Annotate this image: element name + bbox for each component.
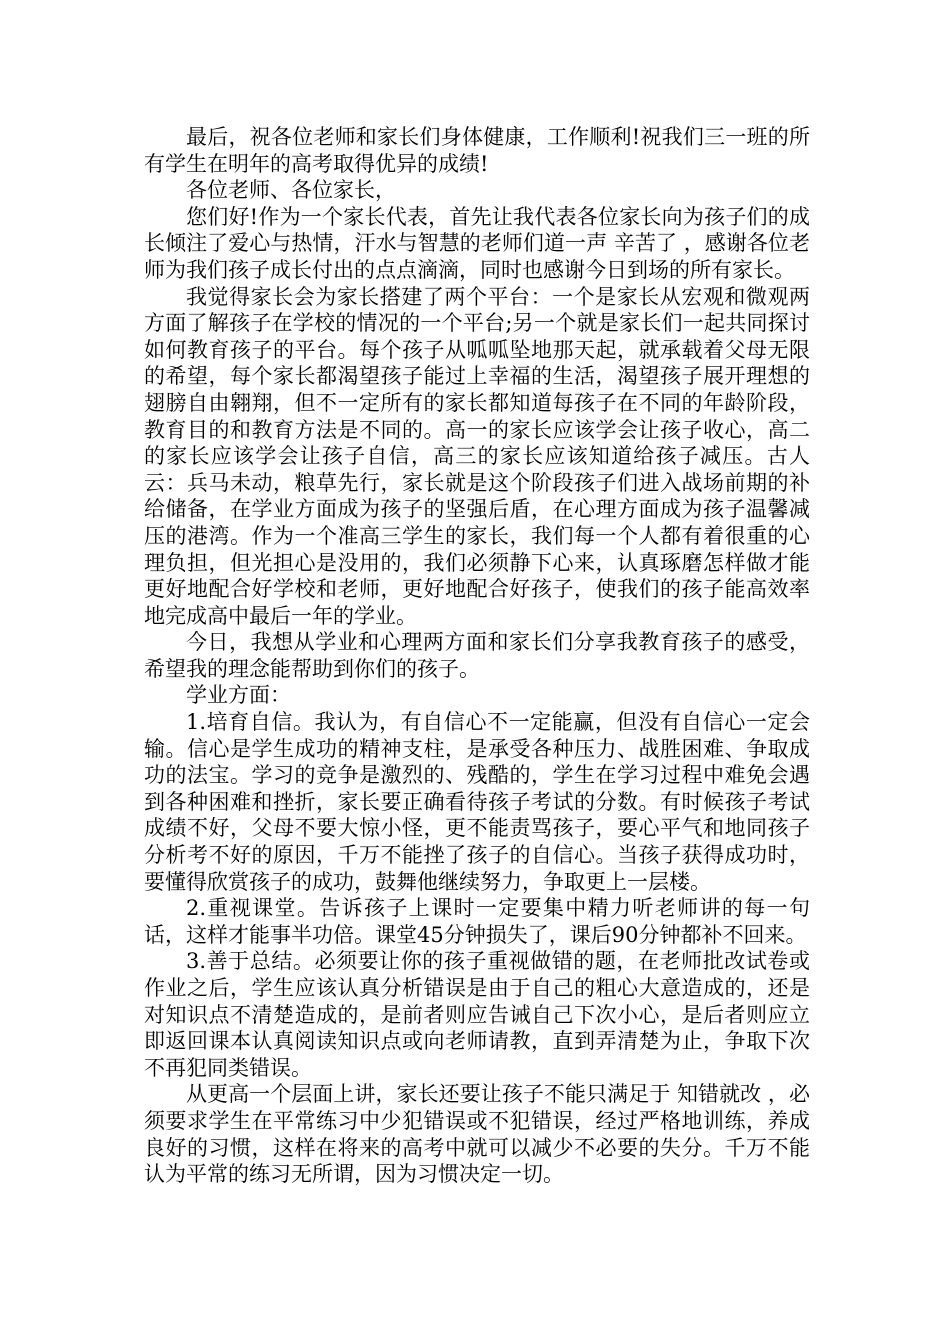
- paragraph-point-classroom: 2.重视课堂。告诉孩子上课时一定要集中精力听老师讲的每一句话，这样才能事半功倍。课堂45分钟损失了，课后90分钟都补不回来。: [144, 896, 810, 947]
- paragraph-habits: 从更高一个层面上讲，家长还要让孩子不能只满足于 知错就改 ，必须要求学生在平常练习中少犯错误或不犯错误，经过严格地训练，养成良好的习惯，这样在将来的高考中就可以减少不必要的失分。千万不能认为平常的练习无所谓，因为习惯决定一切。: [144, 1082, 810, 1187]
- document-body: [144, 124, 810, 1188]
- paragraph-point-confidence: 1.培育自信。我认为，有自信心不一定能赢，但没有自信心一定会输。信心是学生成功的精神支柱，是承受各种压力、战胜困难、争取成功的法宝。学习的竞争是激烈的、残酷的，学生在学习过程中难免会遇到各种困难和挫折，家长要正确看待孩子考试的分数。有时候孩子考试成绩不好，父母不要大惊小怪，更不能责骂孩子，要心平气和地同孩子分析考不好的原因，千万不能挫了孩子的自信心。当孩子获得成功时，要懂得欣赏孩子的成功，鼓舞他继续努力，争取更上一层楼。: [144, 710, 810, 894]
- paragraph-greeting: 您们好!作为一个家长代表，首先让我代表各位家长向为孩子们的成长倾注了爱心与热情，汗水与智慧的老师们道一声 辛苦了 ，感谢各位老师为我们孩子成长付出的点点滴滴，同时也感谢今日到场的所有家长。: [144, 204, 810, 282]
- paragraph-salutation: 各位老师、各位家长，: [186, 178, 396, 203]
- paragraph-sharing-intro: 今日，我想从学业和心理两方面和家长们分享我教育孩子的感受，希望我的理念能帮助到你们的孩子。: [144, 630, 810, 681]
- section-heading-academics: 学业方面：: [186, 683, 291, 708]
- paragraph-point-summarize: 3.善于总结。必须要让你的孩子重视做错的题，在老师批改试卷或作业之后，学生应该认真分析错误是由于自己的粗心大意造成的，还是对知识点不清楚造成的，是前者则应告诫自己下次小心，是后者则应立即返回课本认真阅读知识点或向老师请教，直到弄清楚为止，争取下次不再犯同类错误。: [144, 949, 810, 1080]
- paragraph-two-platforms: 我觉得家长会为家长搭建了两个平台：一个是家长从宏观和微观两方面了解孩子在学校的情况的一个平台;另一个就是家长们一起共同探讨如何教育孩子的平台。每个孩子从呱呱坠地那天起，就承载着父母无限的希望，每个家长都渴望孩子能过上幸福的生活，渴望孩子展开理想的翅膀自由翱翔，但不一定所有的家长都知道每孩子在不同的年龄阶段，教育目的和教育方法是不同的。高一的家长应该学会让孩子收心，高二的家长应该学会让孩子自信，高三的家长应该知道给孩子减压。古人云：兵马未动，粮草先行，家长就是这个阶段孩子们进入战场前期的补给储备，在学业方面成为孩子的坚强后盾，在心理方面成为孩子温馨减压的港湾。作为一个准高三学生的家长，我们每一个人都有着很重的心理负担，但光担心是没用的，我们必须静下心来，认真琢磨怎样做才能更好地配合好学校和老师，更好地配合好孩子，使我们的孩子能高效率地完成高中最后一年的学业。: [144, 284, 810, 628]
- paragraph-closing-wishes: 最后，祝各位老师和家长们身体健康，工作顺利!祝我们三一班的所有学生在明年的高考取得优异的成绩!: [144, 125, 810, 176]
